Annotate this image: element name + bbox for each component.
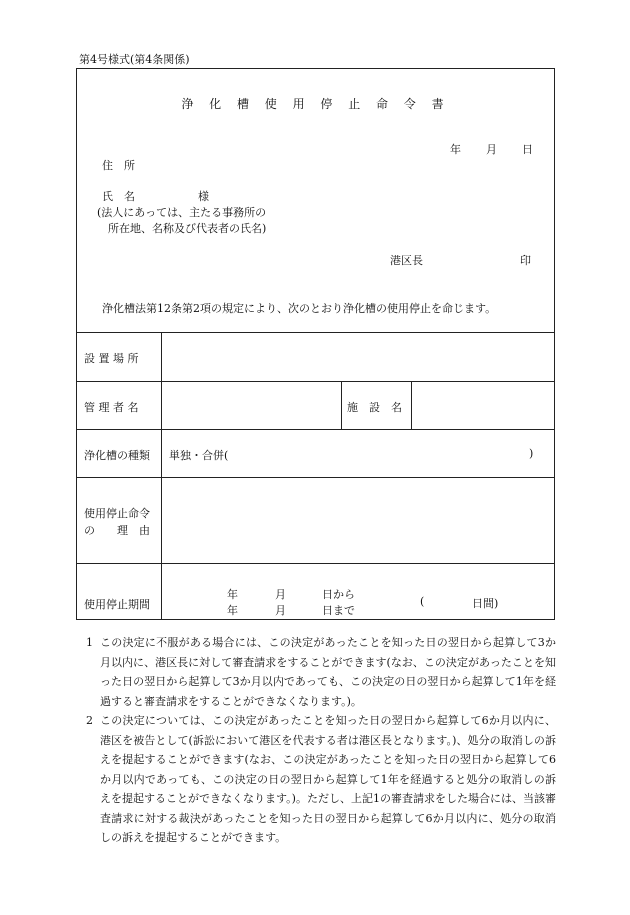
facility-divider-right <box>411 381 412 429</box>
manager-name-label: 管 理 者 名 <box>84 401 139 414</box>
period-to-year: 年 <box>227 604 238 617</box>
order-statement: 浄化槽法第12条第2項の規定により、次のとおり浄化槽の使用停止を命じます。 <box>102 302 497 315</box>
septic-type-value: 単独・合併( <box>169 449 229 462</box>
date-day: 日 <box>522 143 533 156</box>
table-top-border <box>77 332 554 333</box>
note-item <box>86 711 556 848</box>
septic-type-label: 浄化槽の種類 <box>84 449 150 462</box>
notes-section <box>86 633 556 848</box>
note-number: 2 <box>86 714 93 727</box>
form-number: 第4号様式(第4条関係) <box>79 53 190 66</box>
period-to-month: 月 <box>275 604 286 617</box>
row-divider <box>77 477 554 478</box>
name-label: 氏 名 <box>102 190 135 203</box>
facility-divider-left <box>341 381 342 429</box>
address-label: 住 所 <box>102 159 135 172</box>
note-text: この決定については、この決定があったことを知った日の翌日から起算して6か月以内に、港区を被告として(訴訟において港区を代表する者は港区長となります。)、処分の取消しの訴えを提起することができます(なお、この決定があったことを知った日の翌日から起算して6か月以内であっても、この決定の日の翌日から起算して1年を経過すると処分の取消しの訴えを提起することができなくなります。)。ただし、上記1の審査請求をした場合には、当該審査請求に対する裁決があったことを知った日の翌日から起算して6か月以内に、処分の取消しの訴えを提起することができます。 <box>100 714 556 844</box>
date-month: 月 <box>486 143 497 156</box>
corporate-note-line2: 所在地、名称及び代表者の氏名) <box>108 222 267 235</box>
row-divider <box>77 381 554 382</box>
corporate-note-line1: (法人にあっては、主たる事務所の <box>97 206 267 219</box>
note-number: 1 <box>86 636 93 649</box>
label-column-divider <box>161 332 162 619</box>
period-from-day: 日から <box>322 588 355 601</box>
row-divider <box>77 563 554 564</box>
note-item <box>86 633 556 711</box>
row-divider <box>77 429 554 430</box>
installation-location-label: 設 置 場 所 <box>84 352 139 365</box>
reason-label-line1: 使用停止命令 <box>84 507 150 520</box>
period-to-day: 日まで <box>322 604 355 617</box>
issuer-title: 港区長 <box>390 254 423 267</box>
facility-name-label: 施 設 名 <box>347 401 402 414</box>
period-from-year: 年 <box>227 588 238 601</box>
honorific: 様 <box>198 190 209 203</box>
date-year: 年 <box>450 143 461 156</box>
document-title: 浄 化 槽 使 用 停 止 命 令 書 <box>181 97 450 111</box>
period-days-open: ( <box>420 595 425 608</box>
seal-mark: 印 <box>520 254 531 267</box>
order-form-frame <box>76 68 555 620</box>
period-days: 日間) <box>472 597 499 610</box>
suspension-period-label: 使用停止期間 <box>84 598 150 611</box>
note-text: この決定に不服がある場合には、この決定があったことを知った日の翌日から起算して3か月以内に、港区長に対して審査請求をすることができます(なお、この決定があったことを知った日の翌日から起算して3か月以内であっても、この決定の日の翌日から起算して1年を経過すると審査請求をすることができなくなります。)。 <box>100 636 556 708</box>
reason-label-line2: の 理 由 <box>84 524 150 537</box>
septic-type-close: ) <box>529 447 534 460</box>
period-from-month: 月 <box>275 588 286 601</box>
